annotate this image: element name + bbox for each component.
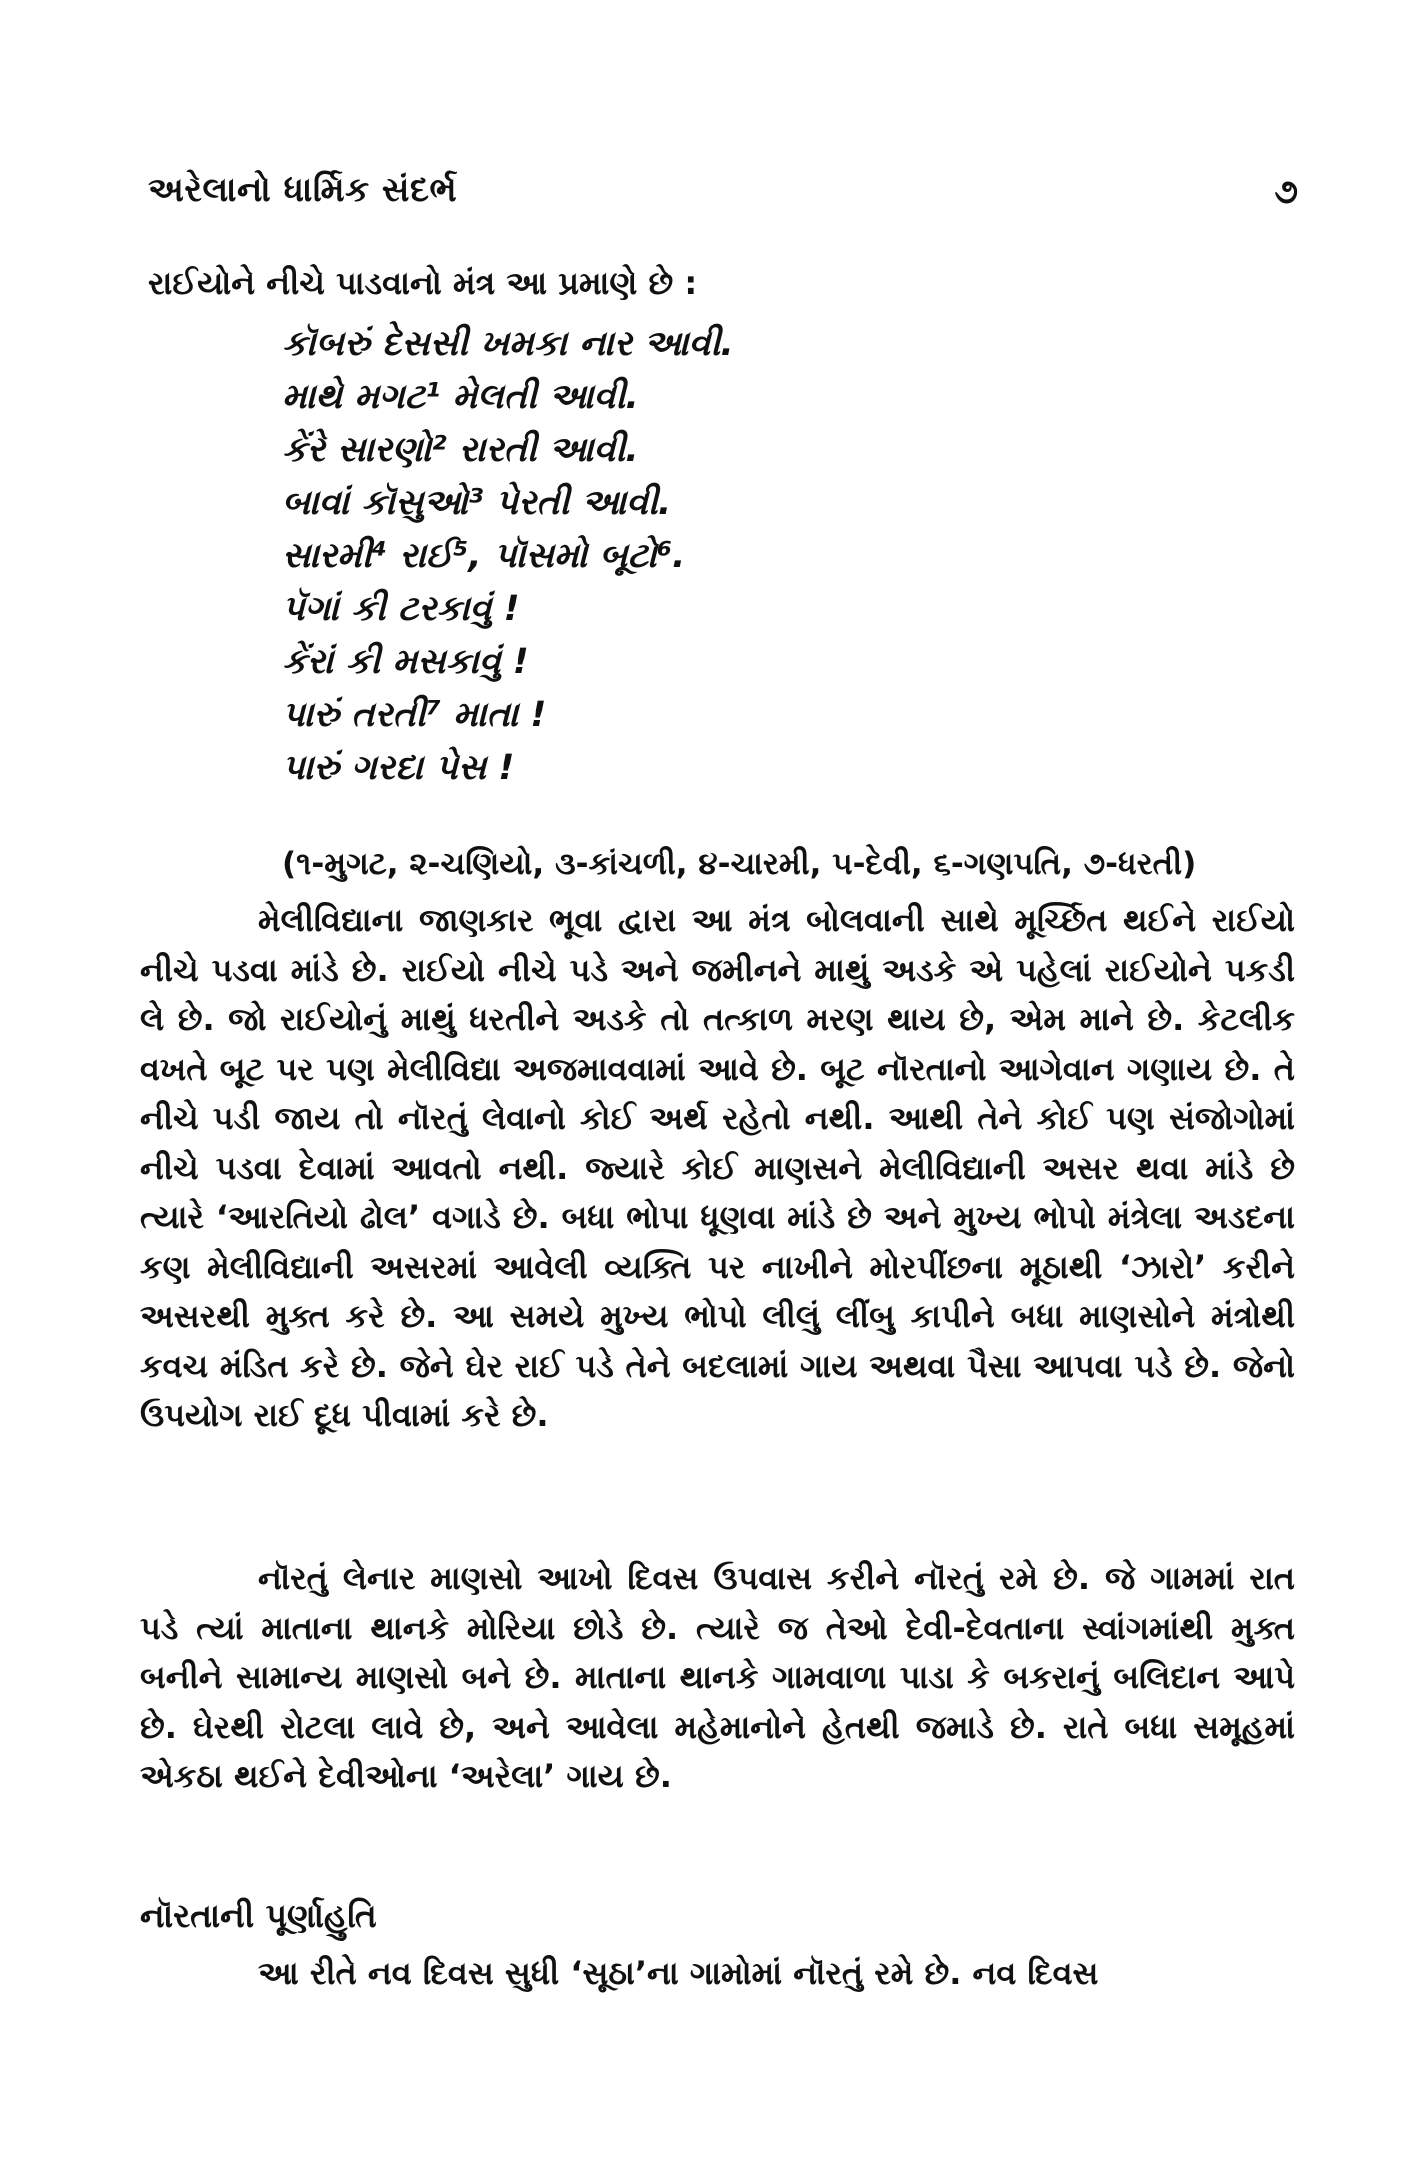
body-paragraph: આ રીતે નવ દિવસ સુધી ‘સૂઠા’ના ગામોમાં નૉરતું રમે છે. નવ દિવસ [258, 1954, 1099, 1992]
running-title: અરેલાનો ધાર્મિક સંદર્ભ [148, 170, 458, 210]
mantra-intro: રાઈયોને નીચે પાડવાનો મંત્ર આ પ્રમાણે છે : [148, 264, 698, 302]
verse-line: સારમી⁴ રાઈ⁵, પૉસમો બૂટો⁶. [282, 536, 686, 576]
body-paragraph: નૉરતું લેનાર માણસો આખો દિવસ ઉપવાસ કરીને નૉરતું રમે છે. જે ગામમાં રાત પડે ત્યાં માતાના થાનકે મોરિયા છોડે છે. ત્યારે જ તેઓ દેવી-દેવતાના સ્વાંગમાંથી મુક્ત બનીને સામાન્ય માણસો બને છે. માતાના થાનકે ગામવાળા પાડા કે બકરાનું બલિદાન આપે છે. ઘેરથી રોટલા લાવે છે, અને આવેલા મહેમાનોને હેતથી જમાડે છે. રાતે બધા સમૂહમાં એકઠા થઈને દેવીઓના ‘અરેલા’ ગાય છે. [140, 1559, 1295, 1795]
section-heading: નૉરતાની પૂર્ણાહુતિ [140, 1896, 377, 1935]
page-number: ૭ [1274, 172, 1298, 212]
verse-line: બાવાં કૉસુઓ³ પેરતી આવી. [282, 483, 672, 523]
verse-line: પૅગાં કી ટરકાવું ! [282, 589, 520, 629]
verse-line: કૉબરું દેસસી ખમકા નાર આવી. [282, 324, 734, 364]
mantra-verse [282, 318, 1182, 795]
verse-line: કેંરાં કી મસકાવું ! [282, 642, 529, 682]
verse-line: પારું ગરદા પેસ ! [282, 748, 515, 788]
running-head [148, 170, 1298, 220]
verse-line: પારું તરતી⁷ માતા ! [282, 695, 547, 735]
body-paragraph: મેલીવિદ્યાના જાણકાર ભૂવા દ્વારા આ મંત્ર બોલવાની સાથે મૂર્ચ્છિત થઈને રાઈયો નીચે પડવા માંડે છે. રાઈયો નીચે પડે અને જમીનને માથું અડકે એ પહેલાં રાઈયોને પકડી લે છે. જો રાઈયોનું માથું ધરતીને અડકે તો તત્કાળ મરણ થાય છે, એમ માને છે. કેટલીક વખતે બૂટ પર પણ મેલીવિદ્યા અજમાવવામાં આવે છે. બૂટ નૉરતાનો આગેવાન ગણાય છે. તે નીચે પડી જાય તો નૉરતું લેવાનો કોઈ અર્થ રહેતો નથી. આથી તેને કોઈ પણ સંજોગોમાં નીચે પડવા દેવામાં આવતો નથી. જ્યારે કોઈ માણસને મેલીવિદ્યાની અસર થવા માંડે છે ત્યારે ‘આરતિયો ઢોલ’ વગાડે છે. બધા ભોપા ધૂણવા માંડે છે અને મુખ્ય ભોપો મંત્રેલા અડદના કણ મેલીવિદ્યાની અસરમાં આવેલી વ્યક્તિ પર નાખીને મોરપીંછના મૂઠાથી ‘ઝારો’ કરીને અસરથી મુક્ત કરે છે. આ સમયે મુખ્ય ભોપો લીલું લીંબુ કાપીને બધા માણસોને મંત્રોથી કવચ મંડિત કરે છે. જેને ઘેર રાઈ પડે તેને બદલામાં ગાય અથવા પૈસા આપવા પડે છે. જેનો ઉપયોગ રાઈ દૂધ પીવામાં કરે છે. [140, 901, 1295, 1434]
verse-line: કેંરે સારણો² રારતી આવી. [282, 430, 639, 470]
verse-glossary: (૧-મુગટ, ૨-ચણિયો, ૩-કાંચળી, ૪-ચારમી, ૫-દેવી, ૬-ગણપતિ, ૭-ધરતી) [282, 846, 1197, 882]
verse-line: માથે મગટ¹ મેલતી આવી. [282, 377, 639, 417]
